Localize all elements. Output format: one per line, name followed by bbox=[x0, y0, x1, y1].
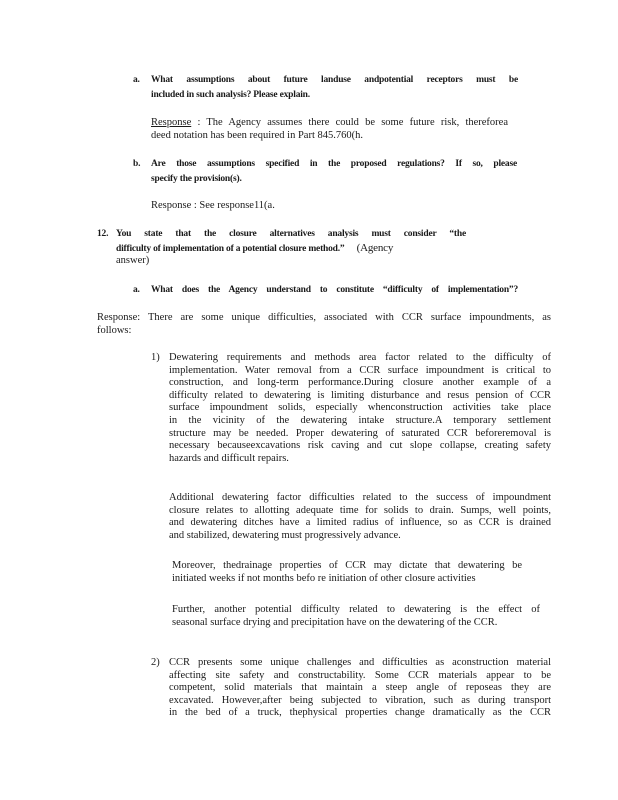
response-b: Response : See response11(a. bbox=[151, 200, 275, 211]
question-a-label: a. bbox=[133, 75, 140, 85]
text-line: seasonal surface drying and precipitation have on the dewatering of the CCR. bbox=[172, 616, 498, 628]
text-line: surface impoundment solids, especially whenconstruction activities take place bbox=[169, 402, 551, 414]
question-12-number: 12. bbox=[97, 229, 109, 239]
text-line: in the vicinity of the dewatering intake structure.A temporary settlement bbox=[169, 414, 551, 426]
question-b bbox=[151, 157, 517, 187]
response-12 bbox=[97, 311, 551, 337]
text-line: implementation. Water removal from a CCR surface impoundment is critical to bbox=[169, 364, 551, 376]
question-a-line-2: included in such analysis? Please explain. bbox=[151, 90, 310, 100]
text-line: closure relates to allotting adequate time for solids to drain. Sumps, well points, bbox=[169, 504, 551, 516]
item-1-paragraph-4 bbox=[172, 604, 540, 629]
text-line: excavated. However,after being subjected to vibration, such as during transport bbox=[169, 694, 551, 706]
text-line: Dewatering requirements and methods area factor related to the difficulty of bbox=[169, 352, 551, 363]
text-line: Moreover, thedrainage properties of CCR may dictate that dewatering be bbox=[172, 560, 522, 571]
item-2-paragraph-1 bbox=[169, 657, 551, 720]
question-12-agency: (Agency bbox=[356, 242, 394, 254]
question-a-line-1: What assumptions about future landuse andpotential receptors must be bbox=[151, 75, 518, 85]
response-a-label: Response bbox=[151, 117, 192, 128]
response-a bbox=[151, 116, 508, 142]
text-line: hazards and difficult repairs. bbox=[169, 452, 289, 464]
question-a bbox=[151, 73, 518, 103]
question-12-line-1: You state that the closure alternatives analysis must consider “the bbox=[116, 229, 466, 239]
question-12-line-3: answer) bbox=[116, 255, 150, 266]
text-line: difficulty related to dewatering is limiting disturbance and resus pension of CCR bbox=[169, 389, 551, 401]
question-12a-label: a. bbox=[133, 285, 140, 295]
response-a-line-2: deed notation has been required in Part 845.760(h. bbox=[151, 130, 363, 141]
response-12-line-2: follows: bbox=[97, 325, 132, 336]
item-1-paragraph-1 bbox=[169, 352, 551, 465]
item-2-number: 2) bbox=[151, 657, 160, 668]
response-12-line-1: There are some unique difficulties, associated with CCR surface impoundments, as bbox=[148, 312, 551, 323]
question-12a: What does the Agency understand to constitute “difficulty of implementation”? bbox=[151, 285, 518, 295]
question-b-line-1: Are those assumptions specified in the proposed regulations? If so, please bbox=[151, 159, 517, 169]
question-12 bbox=[116, 227, 466, 257]
question-b-line-2: specify the provision(s). bbox=[151, 174, 242, 184]
question-12-line-2: difficulty of implementation of a potential closure method.” bbox=[116, 244, 345, 254]
text-line: necessary becauseexcavations risk caving and cut slope collapse, creating safety bbox=[169, 440, 551, 452]
text-line: and stabilized, dewatering must progressively advance. bbox=[169, 529, 401, 541]
item-1-paragraph-2 bbox=[169, 492, 551, 542]
response-a-line-1: : The Agency assumes there could be some future risk, thereforea bbox=[197, 117, 508, 128]
response-12-label: Response: bbox=[97, 312, 141, 323]
item-1-paragraph-3 bbox=[172, 560, 522, 585]
text-line: affecting site safety and constructability. Some CCR materials appear to be bbox=[169, 669, 551, 681]
text-line: Further, another potential difficulty related to dewatering is the effect of bbox=[172, 604, 540, 615]
text-line: structure may be needed. Proper dewatering of saturated CCR beforeremoval is bbox=[169, 427, 551, 439]
text-line: Additional dewatering factor difficulties related to the success of impoundment bbox=[169, 492, 551, 503]
question-b-label: b. bbox=[133, 159, 141, 169]
text-line: construction, and long-term performance.During closure another example of a bbox=[169, 377, 551, 389]
text-line: CCR presents some unique challenges and difficulties as aconstruction material bbox=[169, 657, 551, 668]
text-line: competent, solid materials that maintain a steep angle of reposeas they are bbox=[169, 682, 551, 694]
text-line: in the bed of a truck, thephysical properties change dramatically as the CCR bbox=[169, 707, 551, 719]
item-1-number: 1) bbox=[151, 352, 160, 363]
text-line: initiated weeks if not months befo re initiation of other closure activities bbox=[172, 572, 476, 584]
text-line: and dewatering ditches have a limited radius of influence, so as CCR is drained bbox=[169, 517, 551, 529]
